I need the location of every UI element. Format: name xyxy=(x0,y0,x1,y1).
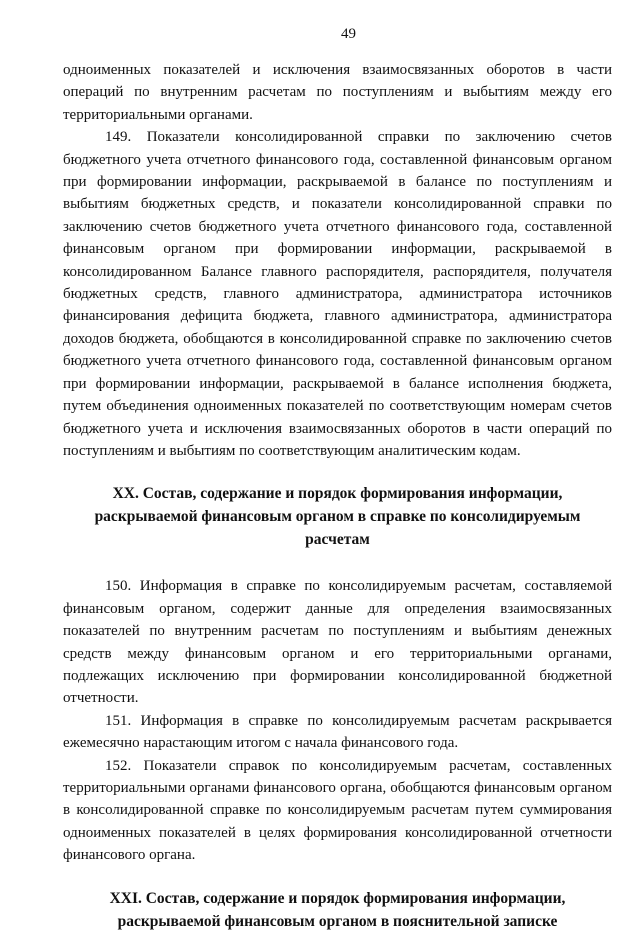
spacer xyxy=(63,867,612,887)
spacer xyxy=(63,462,612,482)
section-xxi-heading: XXI. Состав, содержание и порядок формирования информации, раскрываемой финансовым органом в пояснительной записке xyxy=(109,889,566,930)
page-number: 49 xyxy=(341,26,356,42)
paragraph-149: 149. Показатели консолидированной справки по заключению счетов бюджетного учета отчетного финансового года, составленной финансовым органом при формировании информации, раскрываемой в балансе по поступлениям и выбытиям бюджетных средств, и показатели консолидированной справки по заключению счетов бюджетного учета отчетного финансового года, составленной финансовым органом при формировании информации, раскрываемой в консолидированном Балансе главного распорядителя, распорядителя, получателя бюджетных средств, главного администратора, администратора источников финансирования дефицита бюджета, главного администратора, администратора доходов бюджета, обобщаются в консолидированной справке по заключению счетов бюджетного учета отчетного финансового года, составленной финансовым органом при формировании информации, раскрываемой в балансе исполнения бюджета, путем объединения одноименных показателей по соответствующим номерам счетов бюджетного учета и исключения взаимосвязанных оборотов в части операций по поступлениям и выбытиям по соответствующим аналитическим кодам. xyxy=(63,129,612,459)
spacer xyxy=(63,551,612,575)
section-xx-heading: XX. Состав, содержание и порядок формирования информации, раскрываемой финансовым органом в справке по консолидируемым расчетам xyxy=(94,485,581,549)
paragraph-152: 152. Показатели справок по консолидируемым расчетам, составленных территориальными органами финансового органа, обобщаются финансовым органом в консолидированной справке по консолидируемым расчетам путем суммирования одноименных показателей в целях формирования консолидированной отчетности финансового органа. xyxy=(63,757,612,864)
paragraph-continuation: одноименных показателей и исключения взаимосвязанных оборотов в части операций по внутренним расчетам по поступлениям и выбытиям между его территориальными органами. xyxy=(63,62,612,123)
paragraph-150: 150. Информация в справке по консолидируемым расчетам, составляемой финансовым органом, содержит данные для определения взаимосвязанных показателей по внутренним расчетам по поступлениям и выбытиям денежных средств между финансовым органом и его территориальными органами, подлежащих исключению при формировании консолидированной бюджетной отчетности. xyxy=(63,578,612,707)
paragraph-151: 151. Информация в справке по консолидируемым расчетам раскрывается ежемесячно нарастающим итогом с начала финансового года. xyxy=(63,712,612,752)
